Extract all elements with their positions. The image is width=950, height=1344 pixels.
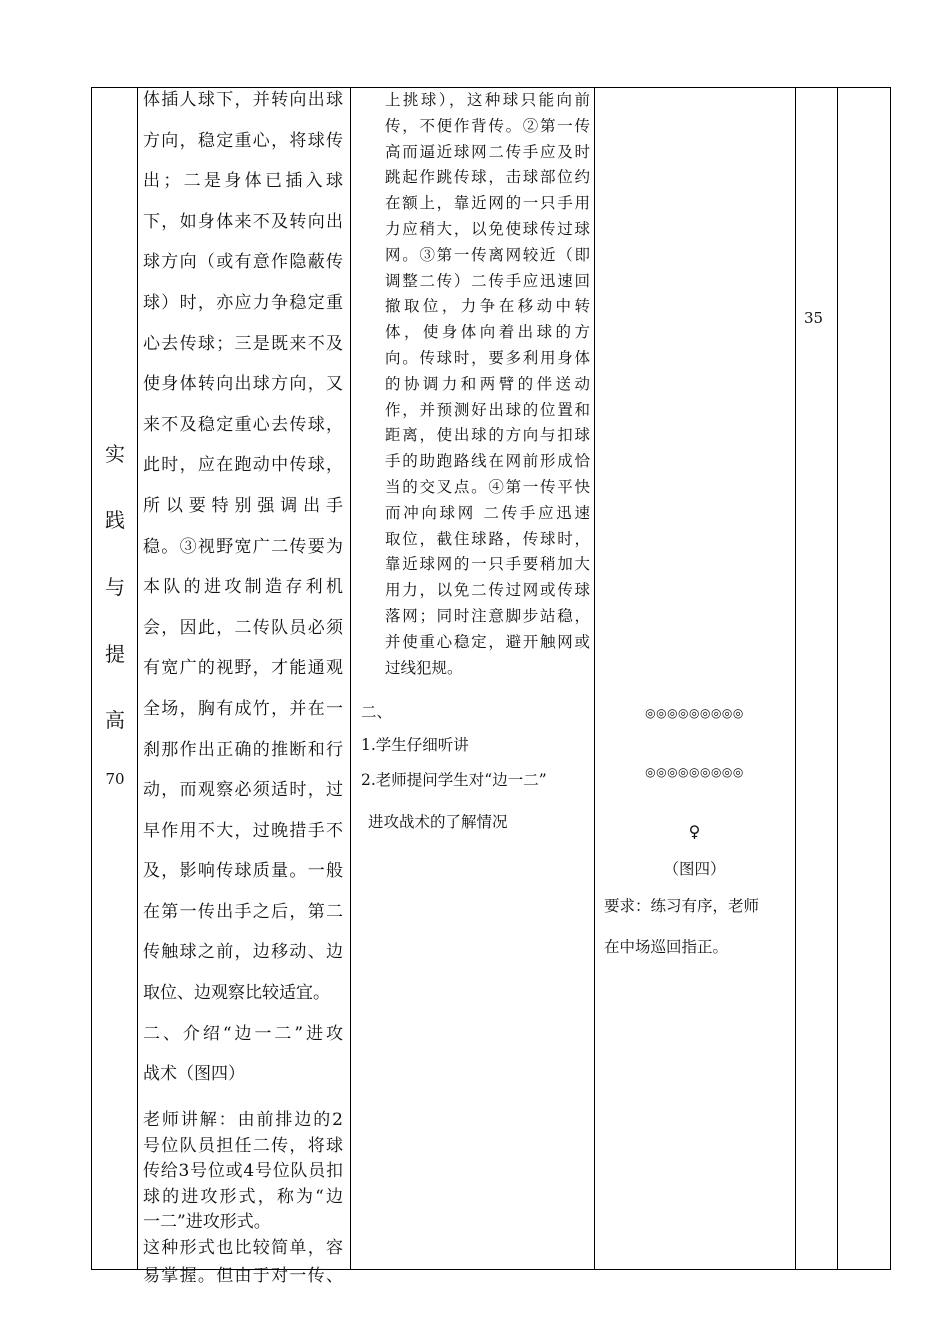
text-line: 动，而观察必须适时，过: [143, 780, 343, 801]
text-line: 取位，截住球路，传球时，: [385, 529, 590, 548]
text-line: 的协调力和两臂的伴送动: [385, 374, 590, 393]
text-line: 高而逼近球网二传手应及时: [385, 142, 590, 161]
text-line: 这种形式也比较简单，容: [143, 1238, 343, 1258]
text-line: 战术（图四）: [143, 1064, 245, 1085]
text-line: 球方向（或有意作隐蔽传: [143, 252, 343, 273]
text-line: 会，因此，二传队员必须: [143, 617, 343, 638]
time-value: 35: [804, 309, 824, 327]
requirement-line-1: 要求：练习有序，老师: [604, 897, 760, 915]
text-line: 体插人球下，并转向出球: [143, 90, 343, 110]
text-line: 早作用不大，过晚措手不: [143, 820, 343, 841]
text-line: 体，使身体向着出球的方: [385, 323, 590, 342]
text-line: 手的助跑路线在网前形成恰: [385, 452, 590, 471]
text-line: 出；二是身体已插入球: [143, 171, 343, 192]
formation-row-2: ◎◎◎◎◎◎◎◎◎: [645, 765, 744, 779]
student-item-1: 1.学生仔细听讲: [361, 736, 469, 754]
text-line: 网。③第一传离网较近（即: [385, 245, 590, 264]
student-item-2: 2.老师提问学生对“边一二”: [361, 771, 547, 789]
text-line: 向。传球时，要多利用身体: [385, 348, 590, 367]
teacher-symbol-icon: ♀: [688, 822, 701, 841]
text-line: 来不及稳定重心去传球，: [143, 414, 343, 435]
teacher-content-block-c: [143, 1234, 343, 1290]
text-line: 及，影响传球质量。一般: [143, 861, 343, 882]
text-line: 距离，使出球的方向与扣球: [385, 426, 590, 445]
text-line: 取位、边观察比较适宜。: [143, 983, 330, 1004]
text-line: 二、介绍“边一二”进攻: [143, 1023, 343, 1044]
text-line: 跳起作跳传球，击球部位约: [385, 168, 590, 187]
table-col-border-4: [795, 87, 796, 1270]
table-col-border-0: [91, 87, 92, 1270]
text-line: 稳。③视野宽广二传要为: [143, 536, 343, 557]
table-col-border-1: [137, 87, 138, 1270]
text-line: 撤取位，力争在移动中转: [385, 297, 590, 316]
row-label-minutes: 70: [105, 770, 125, 788]
row-label-char-2: 践: [105, 508, 125, 532]
text-line: 所以要特别强调出手: [143, 495, 343, 516]
text-line: 传触球之前，边移动、边: [143, 942, 343, 963]
text-line: 落网；同时注意脚步站稳，: [385, 606, 590, 625]
row-label-char-5: 高: [105, 708, 125, 732]
row-label-char-1: 实: [105, 442, 125, 466]
text-line: 全场，胸有成竹，并在一: [143, 698, 343, 719]
text-line: 传，不便作背传。②第一传: [385, 116, 590, 135]
text-line: 力应稍大，以免使球传过球: [385, 219, 590, 238]
text-line: 球）时，亦应力争稳定重: [143, 292, 343, 313]
table-col-border-6: [890, 87, 891, 1270]
text-line: 有宽广的视野，才能通观: [143, 658, 343, 679]
requirement-line-2: 在中场巡回指正。: [604, 938, 729, 956]
text-line: 老师讲解：由前排边的2: [143, 1110, 343, 1130]
text-line: 下，如身体来不及转向出: [143, 211, 343, 232]
teacher-content-block-a: [143, 80, 343, 1095]
figure-caption: （图四）: [663, 860, 726, 878]
text-line: 用力，以免二传过网或传球: [385, 581, 590, 600]
row-label-char-3: 与: [105, 575, 125, 599]
student-section-heading: 二、: [361, 703, 393, 721]
table-col-border-3: [594, 87, 595, 1270]
text-line: 并使重心稳定，避开触网或: [385, 632, 590, 651]
text-line: 本队的进攻制造存利机: [143, 577, 343, 598]
text-line: 作，并预测好出球的位置和: [385, 400, 590, 419]
formation-row-1: ◎◎◎◎◎◎◎◎◎: [645, 706, 744, 720]
text-line: 心去传球；三是既来不及: [143, 333, 343, 354]
text-line: 在第一传出手之后，第二: [143, 901, 343, 922]
text-line: 在额上，靠近网的一只手用: [385, 194, 590, 213]
student-content-block: [385, 88, 590, 681]
text-line: 刹那作出正确的推断和行: [143, 739, 343, 760]
text-line: 号位队员担任二传，将球: [143, 1135, 343, 1156]
text-line: 当的交叉点。④第一传平快: [385, 477, 590, 496]
text-line: 方向，稳定重心，将球传: [143, 130, 343, 151]
text-line: 过线犯规。: [385, 658, 463, 677]
text-line: 调整二传）二传手应迅速回: [385, 271, 590, 290]
table-col-border-5: [837, 87, 838, 1270]
text-line: 靠近球网的一只手要稍加大: [385, 555, 590, 574]
text-line: 上挑球），这种球只能向前: [385, 91, 590, 109]
text-line: 传给3号位或4号位队员扣: [143, 1161, 343, 1181]
student-item-2-cont: 进攻战术的了解情况: [368, 813, 508, 831]
row-label-char-4: 提: [105, 642, 125, 666]
text-line: 一二”进攻形式。: [143, 1212, 271, 1232]
teacher-content-block-b: [143, 1108, 343, 1236]
text-line: 而冲向球网 二传手应迅速: [385, 503, 590, 522]
table-col-border-2: [350, 87, 351, 1270]
text-line: 易掌握。但由于对一传、: [143, 1266, 343, 1286]
text-line: 此时，应在跑动中传球，: [143, 455, 343, 476]
text-line: 球的进攻形式，称为“边: [143, 1186, 343, 1207]
text-line: 使身体转向出球方向，又: [143, 374, 343, 395]
